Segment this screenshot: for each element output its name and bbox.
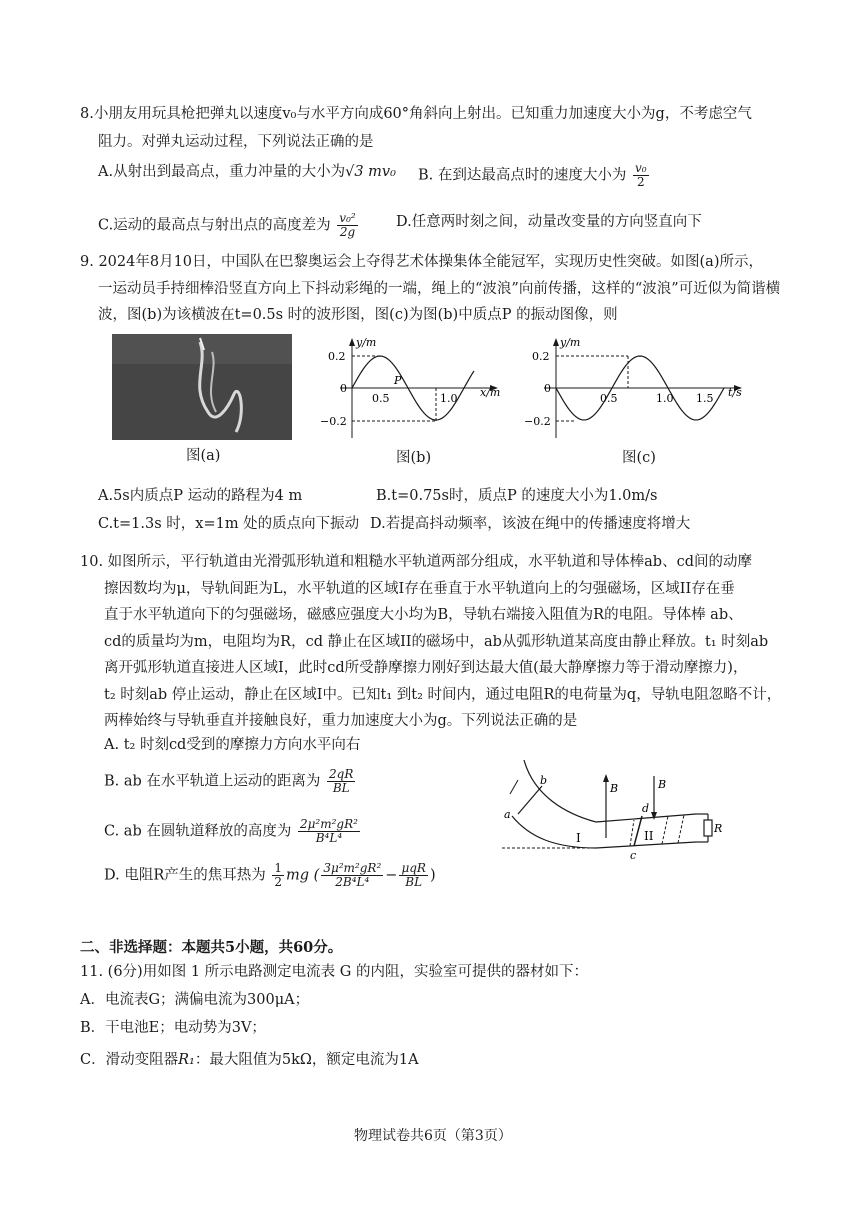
q8-option-b-text: B. 在到达最高点时的速度大小为 [418,167,627,184]
q10-line6: t₂ 时刻ab 停止运动，静止在区域I中。已知t₁ 到t₂ 时间内，通过电阻R的电荷量为q，导轨电阻忽略不计， [104,687,782,703]
q8-option-a-text: A.从射出到最高点，重力冲量的大小为 [98,164,346,180]
q10-diagram-label-b-up: B [610,782,619,795]
figure-a-photo [112,334,292,440]
q8-option-c-text: C.运动的最高点与射出点的高度差为 [98,217,331,234]
q11-item-c-detail: ：最大阻值为5kΩ，额定电流为1A [194,1052,419,1068]
q10-option-d-minus: − [385,867,398,884]
q9-line1: 9. 2024年8月10日，中国队在巴黎奥运会上夺得艺术体操集体全能冠军，实现历史性突破。如图(a)所示， [80,254,763,270]
q10-option-c-fraction: $\frac{\text{2μ²m²gR²}}{\text{B⁴L⁴}}$ [299,817,358,845]
q8-option-b-fraction: $\frac{\text{v₀}}{2}$ [634,161,647,189]
figure-b-x-axis-label: x/m [480,386,501,399]
q10-option-d-mg: mg ( [286,867,320,884]
figure-a-rope-drawing [112,334,292,440]
q10-diagram-label-a: a [504,808,511,821]
section-2-heading: 二、非选择题：本题共5小题，共60分。 [80,939,343,956]
q10-line4: cd的质量均为m，电阻均为R，cd 静止在区域II的磁场中，ab从弧形轨道某高度由静止释放。t₁ 时刻ab [104,634,769,650]
q10-diagram-label-b-down: B [658,778,667,791]
q9-option-a: A.5s内质点P 运动的路程为4 m [98,488,303,504]
figure-c-caption: 图(c) [622,450,656,466]
q8-line1: 8.小朋友用玩具枪把弹丸以速度v₀与水平方向成60°角斜向上射出。已知重力加速度大小为g，不考虑空气 [80,106,752,122]
figure-b-y-bottom-label: −0.2 [320,415,347,428]
figure-b-x-tick-2: 1.0 [440,392,458,405]
q10-option-d-fraction-2: $\frac{\text{μqR}}{BL}$ [401,861,426,889]
q8-option-c [98,212,360,239]
figure-c-y-bottom-label: −0.2 [524,415,551,428]
q10-diagram-label-region-1: I [576,831,581,845]
q9-line3: 波，图(b)为该横波在t=0.5s 时的波形图，图(c)为图(b)中质点P 的振动图像，则 [98,307,618,323]
q8-line2: 阻力。对弹丸运动过程，下列说法正确的是 [98,134,374,150]
q11-item-c [80,1050,419,1070]
figure-b-wave-graph [312,334,512,444]
q11-item-b: B．干电池E；电动势为3V； [80,1020,266,1036]
figure-c-x-tick-1: 0.5 [600,392,618,405]
q10-line7: 两棒始终与导轨垂直并接触良好，重力加速度大小为g。下列说法正确的是 [104,713,578,729]
figure-b-caption: 图(b) [396,450,432,466]
figure-c-y-top-label: 0.2 [532,350,550,363]
q10-option-b-fraction: $\frac{2qR}{BL}$ [329,767,354,795]
q10-option-d [104,862,436,889]
q10-rail-diagram [496,752,726,862]
q10-option-d-close: ) [429,867,436,884]
q10-option-c [104,818,362,845]
q11-line: 11. (6分)用如图 1 所示电路测定电流表 G 的内阻，实验室可提供的器材如下： [80,964,588,980]
q8-option-a-value: √3 mv₀ [345,164,396,180]
q10-diagram-label-d: d [642,802,650,815]
q8-option-c-fraction: $\frac{\text{v₀²}}{2g}$ [339,211,356,239]
q9-option-d: D.若提高抖动频率，该波在绳中的传播速度将增大 [370,516,691,532]
figure-c-x-tick-3: 1.5 [696,392,714,405]
q10-option-b [104,768,357,795]
q10-option-c-text: C. ab 在圆轨道释放的高度为 [104,823,292,840]
figure-c-x-tick-2: 1.0 [656,392,674,405]
q11-item-c-text: C．滑动变阻器 [80,1052,179,1068]
q10-option-d-fraction-1: $\frac{\text{3μ²m²gR²}}{\text{2B⁴L⁴}}$ [323,861,382,889]
q9-option-c: C.t=1.3s 时，x=1m 处的质点向下振动 [98,516,360,532]
figure-c-y-axis-label: y/m [560,336,581,349]
q10-line5: 离开弧形轨道直接进人区域I，此时cd所受静摩擦力刚好到达最大值(最大静摩擦力等于滑动摩擦力)， [104,660,748,676]
figure-b-origin-label: 0 [340,382,347,395]
q10-option-b-text: B. ab 在水平轨道上运动的距离为 [104,773,321,790]
page-footer: 物理试卷共6页（第3页） [354,1128,512,1144]
q10-option-d-half: $\frac{1}{2}$ [274,861,282,889]
figure-a-caption: 图(a) [186,448,221,464]
figure-c-origin-label: 0 [544,382,551,395]
q10-line1: 10. 如图所示，平行轨道由光滑弧形轨道和粗糙水平轨道两部分组成，水平轨道和导体棒ab、cd间的动摩 [80,554,752,570]
q9-option-b: B.t=0.75s时，质点P 的速度大小为1.0m/s [376,488,658,504]
q10-line3: 直于水平轨道向下的匀强磁场，磁感应强度大小均为B，导轨右端接入阻值为R的电阻。导体棒 ab、 [104,607,743,623]
q8-option-b [418,162,651,189]
q10-option-a: A. t₂ 时刻cd受到的摩擦力方向水平向右 [104,737,361,753]
q10-diagram-label-r: R [714,822,723,835]
q10-diagram-label-b: b [540,774,548,787]
q11-item-c-symbol: R₁ [178,1052,195,1068]
q11-item-a: A．电流表G；满偏电流为300μA； [80,992,310,1008]
figure-b-y-axis-label: y/m [356,336,377,349]
q10-diagram-label-region-2: II [644,829,654,843]
q10-line2: 擦因数均为μ，导轨间距为L，水平轨道的区域I存在垂直于水平轨道向上的匀强磁场，区域II存在垂 [104,581,735,597]
q10-diagram-label-c: c [630,849,637,862]
figure-c-vibration-graph [516,334,752,444]
figure-c-x-axis-label: t/s [728,386,742,399]
figure-b-x-tick-1: 0.5 [372,392,390,405]
q9-line2: 一运动员手持细棒沿竖直方向上下抖动彩绳的一端，绳上的“波浪”向前传播，这样的“波浪”可近似为简谐横 [98,281,781,297]
q8-option-d: D.任意两时刻之间，动量改变量的方向竖直向下 [396,214,702,230]
q8-option-a [98,162,396,182]
q10-option-d-text: D. 电阻R产生的焦耳热为 [104,867,266,884]
figure-b-y-top-label: 0.2 [328,350,346,363]
figure-b-point-p: P [394,374,402,387]
